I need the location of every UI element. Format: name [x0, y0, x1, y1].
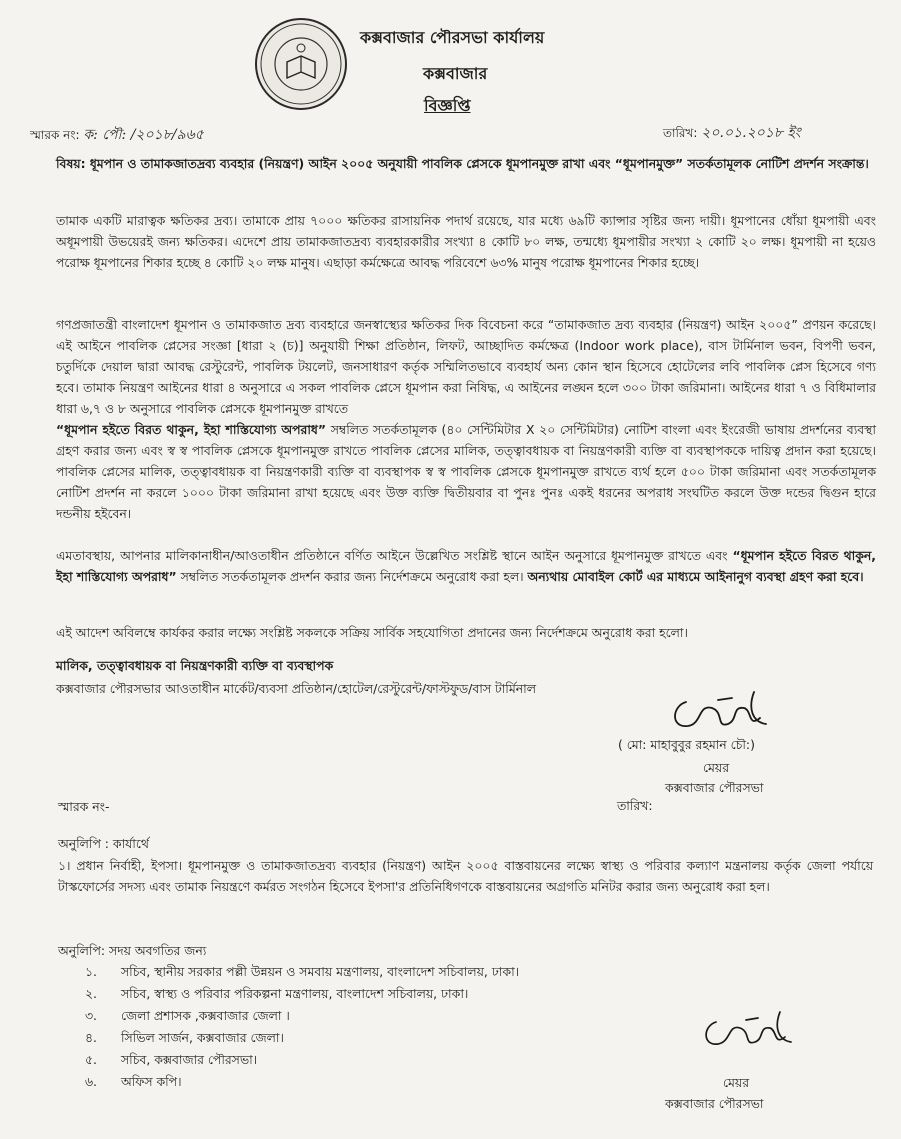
p3-text-a: এমতাবস্থায়, আপনার মালিকানাধীন/আওতাধীন প্রতিষ্ঠানে বর্ণিত আইনে উল্লেখিত সংশ্লিষ্ট স্থানে আইন অনুসারে ধূমপানমুক্ত রাখতে এবং	[56, 548, 733, 563]
memo-number-2: স্মারক নং-	[58, 799, 110, 814]
date-value: ২০.০১.২০১৮ ইং	[701, 125, 801, 141]
signatory-org: কক্সবাজার পৌরসভা	[665, 780, 764, 795]
copy-title: অনুলিপি : কার্যার্থে	[58, 836, 149, 851]
list-item	[85, 1049, 519, 1071]
list-item-text: সচিব, স্থানীয় সরকার পল্লী উন্নয়ন ও সমবায় মন্ত্রণালয়, বাংলাদেশ সচিবালয়, ঢাকা।	[121, 964, 520, 979]
list-item-text: অফিস কপি।	[121, 1074, 182, 1089]
memo-value: ক: পৌ: /২০১৮/৯৬৫	[83, 127, 204, 143]
list-item-text: সিভিল সার্জন, কক্সবাজার জেলা।	[121, 1030, 284, 1045]
list-item-number: ২.	[85, 986, 97, 1001]
footer-org: কক্সবাজার পৌরসভা	[665, 1096, 764, 1111]
body-paragraph-3	[56, 545, 876, 587]
date-label: তারিখ:	[663, 126, 698, 140]
date-label-2: তারিখ:	[617, 798, 653, 813]
copy-text: ১। প্রধান নির্বাহী, ইপসা। ধূমপানমুক্ত ও তামাকজাতদ্রব্য ব্যবহার (নিয়ন্ত্রণ) আইন ২০০৫ বাস্তবায়নের লক্ষ্যে স্বাস্থ্য ও পরিবার কল্যাণ মন্ত্রনালয় কর্তৃক জেলা পর্যায়ে টাস্কফোর্সের সদস্য এবং তামাক নিয়ন্ত্রণে কর্মরত সংগঠন হিসেবে ইপসা'র প্রতিনিধিগণকে বাস্তবায়নের অগ্রগতি মনিটর করার জন্য অনুরোধ করা হল।	[58, 858, 873, 894]
p2-text-b: সম্বলিত সতর্কতামূলক (৪০ সেন্টিমিটার X ২০ সেন্টিমিটার) নোটিশ বাংলা এবং ইংরেজী ভাষায় প্রদর্শনের ব্যবস্থা গ্রহণ করার জন্য এবং স্ব স্ব পাবলিক প্লেসকে ধূমপানমুক্ত রাখতে পাবলিক প্লেসের মালিক, তত্ত্বাবধায়ক বা নিয়ন্ত্রণকারী ব্যক্তি বা ব্যবস্থাপককে দায়িত্ব প্রদান করা হয়েছে। পাবলিক প্লেসের মালিক, তত্ত্বাবধায়ক বা নিয়ন্ত্রণকারী ব্যক্তি বা ব্যবস্থাপক স্ব স্ব পাবলিক প্লেসকে ধূমপানমুক্ত রাখতে ব্যর্থ হলে ৫০০ টাকা জরিমানা এবং সতর্কতামূলক নোটিশ প্রদর্শন না করলে ১০০০ টাকা জরিমানা রাখা হয়েছে এবং উক্ত ব্যক্তি দ্বিতীয়বার বা পুনঃ পুনঃ একই ধরনের অপরাধ সংঘটিত করলে উক্ত দন্ডের দ্বিগুন হারে দন্ডনীয় হইবেন।	[56, 422, 876, 521]
distribution-title: অনুলিপি: সদয় অবগতির জন্য	[58, 943, 207, 958]
memo-number	[30, 123, 204, 147]
notice-title: বিজ্ঞপ্তি	[424, 96, 471, 115]
distribution-list	[85, 961, 519, 1093]
memo-label: স্মারক নং:	[30, 128, 80, 142]
p3-mobile-court-bold: অন্যথায় মোবাইল কোর্ট এর মাধ্যমে আইনানুগ ব্যবস্থা গ্রহণ করা হবে।	[527, 569, 864, 584]
addressee-title: মালিক, তত্ত্বাবধায়ক বা নিয়ন্ত্রণকারী ব্যক্তি বা ব্যবস্থাপক	[56, 658, 334, 673]
list-item	[85, 961, 519, 983]
p3-text-b: সম্বলিত সতর্কতামূলক প্রদর্শন করার জন্য নির্দেশক্রমে অনুরোধ করা হল।	[176, 569, 528, 584]
p2-warning-bold: “ধূমপান হইতে বিরত থাকুন, ইহা শাস্তিযোগ্য অপরাধ”	[56, 422, 327, 437]
municipality-seal	[255, 18, 347, 110]
p2-text-a: গণপ্রজাতন্ত্রী বাংলাদেশ ধূমপান ও তামাকজাত দ্রব্য ব্যবহারে জনস্বাস্থ্যের ক্ষতিকর দিক বিবেচনা করে “তামাকজাত দ্রব্য ব্যবহার (নিয়ন্ত্রণ) আইন ২০০৫” প্রণয়ন করেছে। এই আইনে পাবলিক প্লেসের সংজ্ঞা [ধারা ২ (চ)] অনুযায়ী শিক্ষা প্রতিষ্ঠান, লিফট, আচ্ছাদিত কর্মক্ষেত্র (Indoor work place), বাস টার্মিনাল ভবন, বিপণী ভবন, চতুর্দিকে দেয়াল দ্বারা আবদ্ধ রেস্টুরেন্ট, পাবলিক টয়লেট, জনসাধারণ কর্তৃক সম্মিলিতভাবে ব্যবহার্য অন্য কোন স্থান হিসেবে হোটেলের লবি পাবলিক প্লেস হিসেবে গণ্য হবে। তামাক নিয়ন্ত্রণ আইনের ধারা ৪ অনুসারে এ সকল পাবলিক প্লেসে ধূমপান করা নিষিদ্ধ, এ আইনের লঙ্ঘন হলে ৩০০ টাকা জরিমানা। আইনের ধারা ৭ ও বিধিমালার ধারা ৬,৭ ও ৮ অনুসারে পাবলিক প্লেসকে ধূমপানমুক্ত রাখতে	[56, 317, 876, 416]
footer-role: মেয়র	[723, 1075, 750, 1090]
signatory-name: ( মো: মাহাবুবুর রহমান চৌ:)	[618, 737, 755, 752]
body-paragraph-4: এই আদেশ অবিলম্বে কার্যকর করার লক্ষ্যে সংশ্লিষ্ট সকলকে সক্রিয় সার্বিক সহযোগিতা প্রদানের জন্য নির্দেশক্রমে অনুরোধ করা হলো।	[56, 625, 688, 640]
addressee-line: কক্সবাজার পৌরসভার আওতাধীন মার্কেট/ব্যবসা প্রতিষ্ঠান/হোটেল/রেস্টুরেন্ট/ফাস্টফুড/বাস টার্মিনাল	[56, 681, 536, 696]
list-item	[85, 983, 519, 1005]
body-paragraph-2	[56, 314, 876, 524]
body-paragraph-1: তামাক একটি মারাত্বক ক্ষতিকর দ্রব্য। তামাকে প্রায় ৭০০০ ক্ষতিকর রাসায়নিক পদার্থ রয়েছে, যার মধ্যে ৬৯টি ক্যান্সার সৃষ্টির জন্য দায়ী। ধূমপানের ধোঁয়া ধূমপায়ী এবং অধূমপায়ী উভয়েরই জন্য ক্ষতিকর। এদেশে প্রায় তামাকজাতদ্রব্য ব্যবহারকারীর সংখ্যা ৪ কোটি ৮০ লক্ষ, তন্মধ্যে ধূমপায়ীর সংখ্যা ২ কোটি ২০ লক্ষ। ধূমপায়ী না হয়েও পরোক্ষ ধূমপানের শিকার হচ্ছে ৪ কোটি ২০ লক্ষ মানুষ। এছাড়া কর্মক্ষেত্রে আবদ্ধ পরিবেশে ৬৩% মানুষ পরোক্ষ ধূমপানের শিকার হচ্ছে।	[56, 213, 876, 270]
list-item	[85, 1027, 519, 1049]
office-title: কক্সবাজার পৌরসভা কার্যালয়	[360, 28, 545, 47]
mayor-signature-2	[700, 1008, 800, 1058]
list-item-text: সচিব, কক্সবাজার পৌরসভা।	[121, 1052, 258, 1067]
list-item-text: জেলা প্রশাসক ,কক্সবাজার জেলা ।	[121, 1008, 290, 1023]
city-title: কক্সবাজার	[423, 64, 488, 83]
list-item	[85, 1071, 519, 1093]
list-item-number: ৪.	[85, 1030, 97, 1045]
list-item-number: ১.	[85, 964, 97, 979]
list-item-number: ৩.	[85, 1008, 97, 1023]
list-item	[85, 1005, 519, 1027]
issue-date	[663, 121, 801, 145]
p3-warning-bold: “ধূমপান হইতে বিরত থাকুন, ইহা শাস্তিযোগ্য অপরাধ”	[56, 548, 876, 584]
list-item-number: ৬.	[85, 1074, 97, 1089]
list-item-text: সচিব, স্বাস্থ্য ও পরিবার পরিকল্পনা মন্ত্রণালয়, বাংলাদেশ সচিবালয়, ঢাকা।	[121, 986, 469, 1001]
subject-line: বিষয়: ধূমপান ও তামাকজাতদ্রব্য ব্যবহার (নিয়ন্ত্রণ) আইন ২০০৫ অনুযায়ী পাবলিক প্লেসকে ধূমপানমুক্ত রাখা এবং “ধূমপানমুক্ত” সতর্কতামূলক নোটিশ প্রদর্শন সংক্রান্ত।	[56, 156, 869, 171]
signatory-role: মেয়র	[703, 760, 730, 775]
mayor-signature	[668, 688, 778, 740]
list-item-number: ৫.	[85, 1052, 97, 1067]
